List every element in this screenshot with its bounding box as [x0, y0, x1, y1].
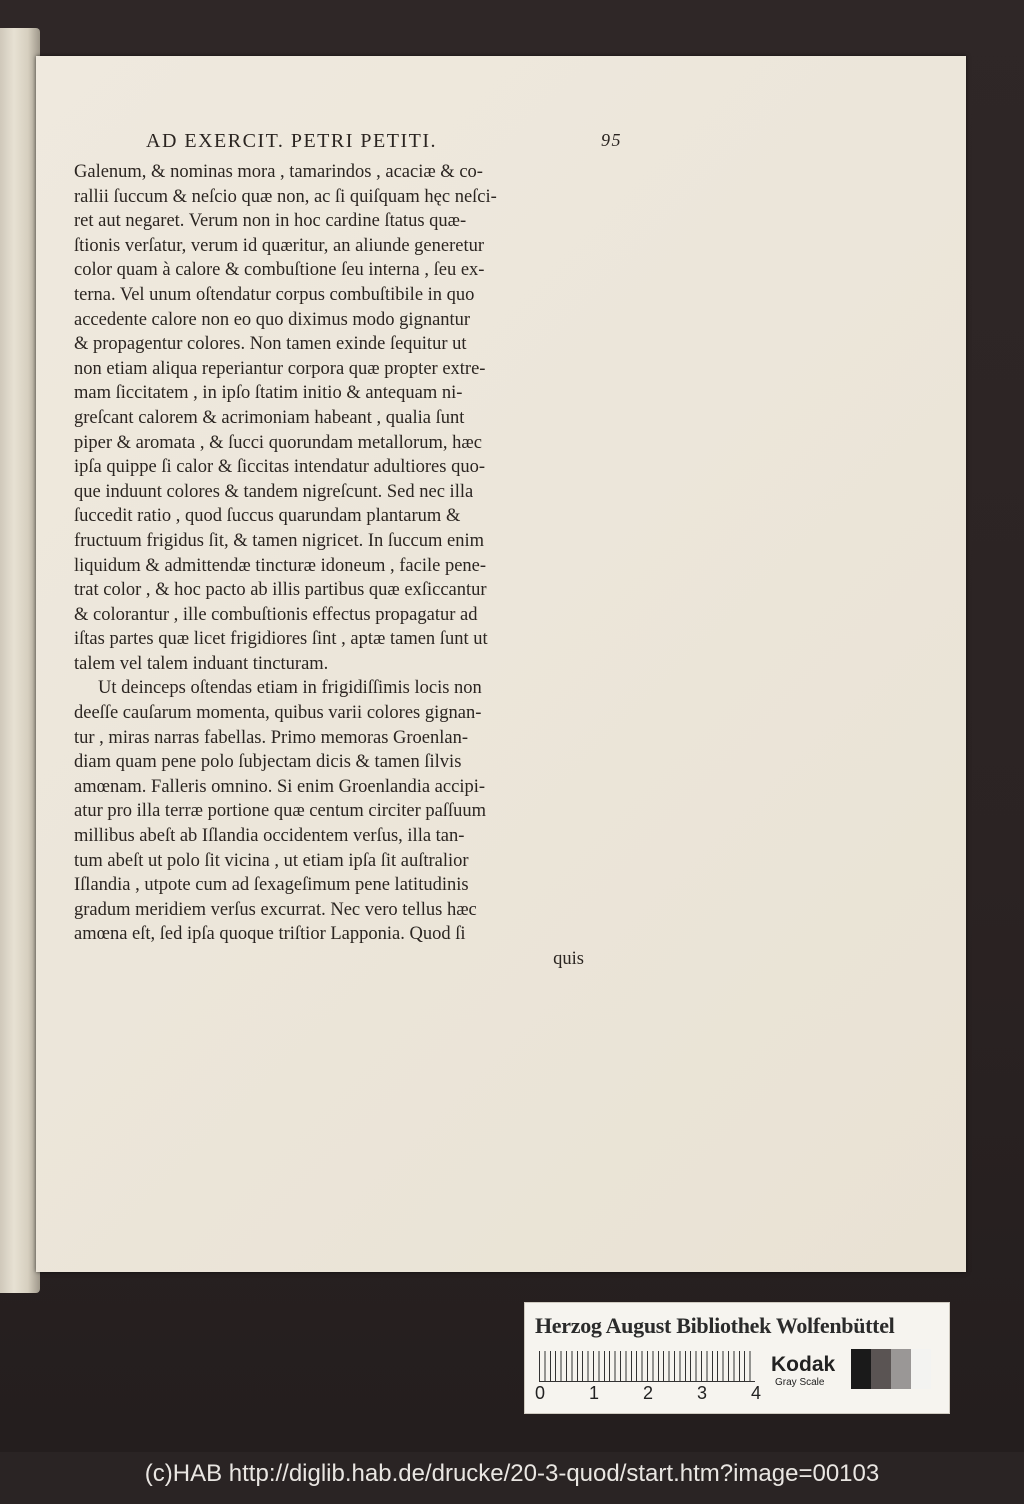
previous-page-edge — [0, 28, 40, 1293]
ruler-number: 2 — [643, 1383, 654, 1403]
text-line: talem vel talem induant tincturam. — [74, 653, 329, 674]
text-line: & propagentur colores. Non tamen exinde ſequitur ut — [74, 334, 467, 355]
gray-scale-label: Gray Scale — [775, 1377, 825, 1388]
text-line: tur , miras narras fabellas. Primo memoras Groenlan- — [74, 727, 469, 748]
text-line: piper & aromata , & ſucci quorundam metallorum, hæc — [74, 432, 482, 453]
library-name: Herzog August Bibliothek Wolfenbüttel — [535, 1313, 895, 1338]
swatch-mid-gray — [891, 1349, 911, 1389]
text-line: accedente calore non eo quo diximus modo gignantur — [74, 309, 471, 330]
text-line: mam ſiccitatem , in ipſo ſtatim initio & antequam ni- — [74, 383, 463, 404]
ruler-number: 0 — [535, 1383, 546, 1403]
text-line: rallii ſuccum & neſcio quæ non, ac ſi quiſquam hęc neſci- — [74, 186, 497, 207]
text-line: & colorantur , ille combuſtionis effectus propagatur ad — [74, 604, 478, 625]
text-line: tum abeſt ut polo ſit vicina , ut etiam ipſa ſit auſtralior — [74, 850, 469, 871]
text-line: trat color , & hoc pacto ab illis partibus quæ exſiccantur — [74, 580, 487, 601]
text-line: millibus abeſt ab Iſlandia occidentem verſus, illa tan- — [74, 826, 465, 847]
text-line: que induunt colores & tandem nigreſcunt. Sed nec illa — [74, 481, 474, 502]
text-line: greſcant calorem & acrimoniam habeant , qualia ſunt — [74, 407, 465, 428]
text-line: iſtas partes quæ licet frigidiores ſint , aptæ tamen ſunt ut — [74, 629, 488, 650]
text-line: ſuccedit ratio , quod ſuccus quarundam plantarum & — [74, 506, 461, 527]
text-line: diam quam pene polo ſubjectam dicis & tamen ſilvis — [74, 752, 462, 773]
running-head-title: AD EXERCIT. PETRI PETITI. — [146, 130, 437, 152]
swatch-white — [911, 1349, 931, 1389]
text-line: liquidum & admittendæ tincturæ idoneum , facile pene- — [74, 555, 487, 576]
text-line: non etiam aliqua reperiantur corpora quæ propter extre- — [74, 358, 486, 379]
copyright-footer: (c)HAB http://diglib.hab.de/drucke/20-3-quod/start.htm?image=00103 — [144, 1460, 880, 1487]
running-head — [146, 130, 626, 153]
color-target-card — [524, 1302, 950, 1414]
gray-scale-swatches — [851, 1349, 931, 1389]
page-number: 95 — [601, 130, 622, 150]
text-line: gradum meridiem verſus excurrat. Nec vero tellus hæc — [74, 899, 477, 920]
text-line: Galenum, & nominas mora , tamarindos , acaciæ & co- — [74, 162, 483, 182]
text-line: ipſa quippe ſi calor & ſiccitas intendatur adultiores quo- — [74, 457, 485, 478]
text-line: deeſſe cauſarum momenta, quibus varii colores gignan- — [74, 703, 482, 724]
body-text — [74, 160, 584, 972]
swatch-black — [851, 1349, 871, 1389]
swatch-dark-gray — [871, 1349, 891, 1389]
book-page — [36, 56, 966, 1272]
text-line: ret aut negaret. Verum non in hoc cardine ſtatus quæ- — [74, 211, 467, 232]
ruler-ticks — [539, 1351, 755, 1381]
catchword: quis — [553, 949, 584, 969]
ruler-number: 4 — [751, 1383, 762, 1403]
text-line: terna. Vel unum oſtendatur corpus combuſtibile in quo — [74, 284, 475, 305]
ruler-number: 1 — [589, 1383, 600, 1403]
text-line: Iſlandia , utpote cum ad ſexageſimum pene latitudinis — [74, 875, 469, 896]
ruler-numbers — [533, 1383, 773, 1407]
text-line: fructuum frigidus ſit, & tamen nigricet. In ſuccum enim — [74, 530, 484, 551]
text-line: ſtionis verſatur, verum id quæritur, an aliunde generetur — [74, 235, 485, 256]
text-line: atur pro illa terræ portione quæ centum circiter paſſuum — [74, 801, 487, 822]
text-line: color quam à calore & combuſtione ſeu interna , ſeu ex- — [74, 260, 485, 281]
text-line: Ut deinceps oſtendas etiam in frigidiſſimis locis non — [98, 678, 482, 699]
kodak-logo: Kodak — [771, 1353, 836, 1376]
ruler-number: 3 — [697, 1383, 708, 1403]
text-line: amœna eſt, ſed ipſa quoque triſtior Lapponia. Quod ſi — [74, 924, 466, 945]
text-line: amœnam. Falleris omnino. Si enim Groenlandia accipi- — [74, 776, 486, 797]
ruler-baseline — [539, 1381, 755, 1382]
